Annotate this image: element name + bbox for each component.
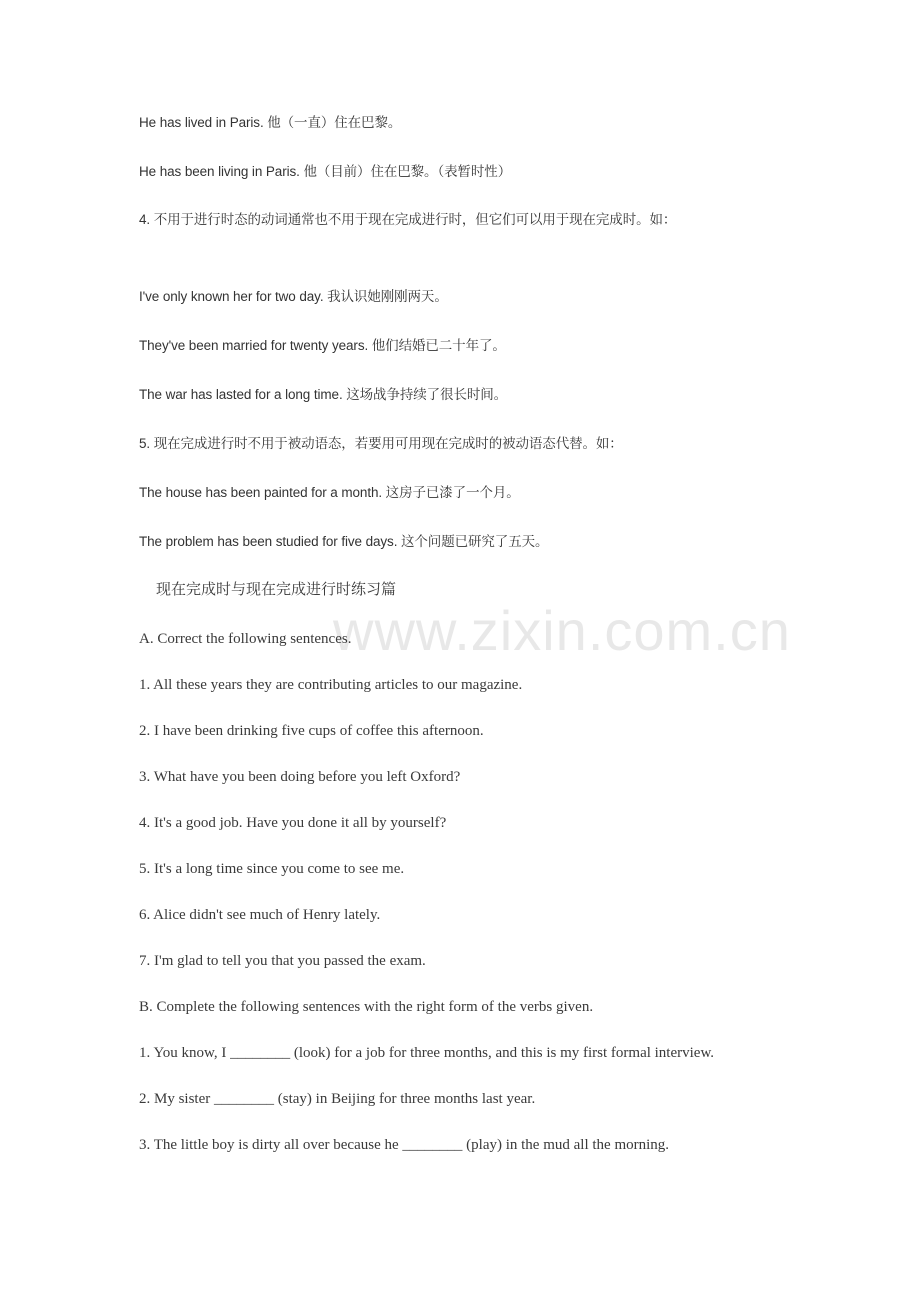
section-b-heading: B. Complete the following sentences with the right form of the verbs given. (139, 999, 594, 1015)
rule-4-text: 4. 不用于进行时态的动词通常也不用于现在完成进行时，但它们可以用于现在完成时。如： (139, 212, 677, 227)
exercise-a-item-2: 2. I have been drinking five cups of coffee this afternoon. (139, 723, 484, 739)
example-lived-in-paris: He has lived in Paris. 他（一直）住在巴黎。 (139, 115, 402, 130)
exercise-a-item-4: 4. It's a good job. Have you done it all by yourself? (139, 815, 447, 831)
rule-5-text: 5. 现在完成进行时不用于被动语态，若要用可用现在完成时的被动语态代替。如： (139, 436, 623, 451)
example-known-her: I've only known her for two day. 我认识她刚刚两天。 (139, 289, 448, 304)
exercise-b-item-2: 2. My sister ________ (stay) in Beijing for three months last year. (139, 1091, 536, 1107)
example-been-living-in-paris: He has been living in Paris. 他（目前）住在巴黎。（表暂时性） (139, 164, 512, 179)
exercise-a-item-6: 6. Alice didn't see much of Henry lately. (139, 907, 381, 923)
exercise-a-item-5: 5. It's a long time since you come to see me. (139, 861, 405, 877)
section-a-heading: A. Correct the following sentences. (139, 631, 352, 647)
exercise-b-item-1: 1. You know, I ________ (look) for a job for three months, and this is my first formal interview. (139, 1045, 715, 1061)
exercise-a-item-7: 7. I'm glad to tell you that you passed the exam. (139, 953, 426, 969)
example-house-painted: The house has been painted for a month. 这房子已漆了一个月。 (139, 485, 520, 500)
exercise-b-item-3: 3. The little boy is dirty all over because he ________ (play) in the mud all the morning. (139, 1137, 670, 1153)
exercise-a-item-3: 3. What have you been doing before you left Oxford? (139, 769, 461, 785)
exercise-a-item-1: 1. All these years they are contributing articles to our magazine. (139, 677, 523, 693)
example-married: They've been married for twenty years. 他们结婚已二十年了。 (139, 338, 506, 353)
exercise-heading: 现在完成时与现在完成进行时练习篇 (156, 582, 397, 598)
watermark: www.zixin.com.cn (333, 599, 791, 662)
example-problem-studied: The problem has been studied for five days. 这个问题已研究了五天。 (139, 534, 549, 549)
example-war-lasted: The war has lasted for a long time. 这场战争持续了很长时间。 (139, 387, 508, 402)
